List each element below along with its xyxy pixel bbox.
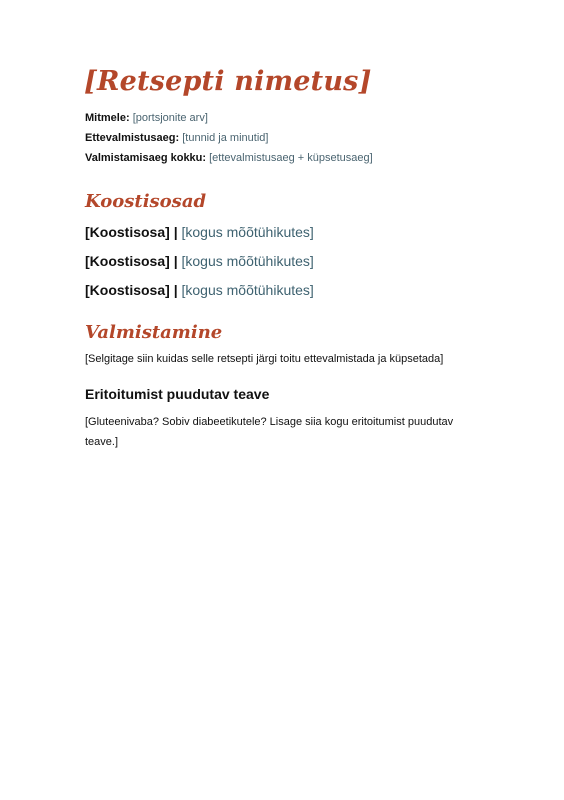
preparation-heading: Valmistamine — [85, 322, 223, 343]
dietary-heading: Eritoitumist puudutav teave — [85, 386, 270, 402]
ingredient-row — [85, 276, 485, 305]
ingredient-row — [85, 218, 485, 247]
ingredient-amount: [kogus mõõtühikutes] — [181, 282, 314, 298]
ingredient-separator: | — [173, 224, 178, 240]
ingredient-name: [Koostisosa] — [85, 282, 170, 298]
total-time-value: [ettevalmistusaeg + küpsetusaeg] — [209, 152, 373, 164]
dietary-text: [Gluteenivaba? Sobiv diabeetikutele? Lisage siia kogu eritoitumist puudutav teave.] — [85, 416, 454, 448]
ingredient-separator: | — [173, 282, 178, 298]
servings-line — [85, 108, 485, 128]
ingredient-amount: [kogus mõõtühikutes] — [181, 253, 314, 269]
recipe-document — [85, 62, 485, 452]
ingredient-separator: | — [173, 253, 178, 269]
total-time-line — [85, 148, 485, 168]
ingredient-row — [85, 247, 485, 276]
ingredients-heading: Koostisosad — [85, 191, 207, 212]
prep-time-label: Ettevalmistusaeg: — [85, 132, 180, 144]
servings-value: [portsjonite arv] — [132, 112, 208, 124]
ingredient-name: [Koostisosa] — [85, 224, 170, 240]
prep-time-line — [85, 128, 485, 148]
prep-time-value: [tunnid ja minutid] — [182, 132, 269, 144]
ingredient-list — [85, 218, 485, 305]
servings-label: Mitmele: — [85, 112, 130, 124]
recipe-title: [Retsepti nimetus] — [84, 66, 372, 97]
ingredient-amount: [kogus mõõtühikutes] — [181, 224, 314, 240]
recipe-meta — [85, 108, 485, 168]
preparation-text: [Selgitage siin kuidas selle retsepti järgi toitu ettevalmistada ja küpsetada] — [85, 353, 444, 365]
total-time-label: Valmistamisaeg kokku: — [85, 152, 207, 164]
ingredient-name: [Koostisosa] — [85, 253, 170, 269]
